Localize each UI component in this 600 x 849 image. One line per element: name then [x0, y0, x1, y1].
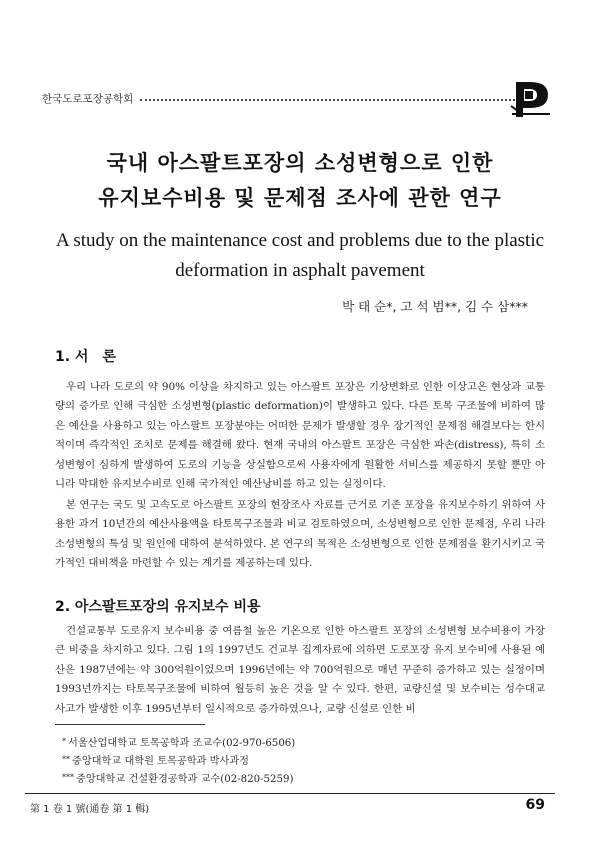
header-dotted-leader — [140, 99, 535, 101]
footnote-text: 서울산업대학교 토목공학과 조교수(02-970-6506) — [68, 738, 296, 749]
body-paragraph: 우리 나라 도로의 약 90% 이상을 차지하고 있는 아스팔트 포장은 기상변화로 인한 이상고온 현상과 교통량의 증가로 인해 극심한 소성변형(plastic deformation)이 발생하고 있다. 다른 토목 구조물에 비하여 많은 예산을 사용하고 있는 아스팔트 포장분야는 어떠한 문제가 발생할 경우 장기적인 문제점 해결보다는 한시적이며 즉각적인 조치로 문제를 해결해 왔다. 현재 국내의 아스팔트 포장은 극심한 파손(distress), 특히 소성변형이 심하게 발생하여 도로의 기능을 상실함으로써 사용자에게 원활한 서비스를 제공하지 못할 뿐만 아니라 막대한 유지보수비로 인해 국가적인 예산낭비를 하고 있는 실정이다. — [55, 381, 545, 491]
footnote-item — [62, 770, 295, 788]
title-korean-line-1: 국내 아스팔트포장의 소성변형으로 인한 — [106, 151, 494, 175]
footnote-text: 중앙대학교 건설환경공학과 교수(02-820-5259) — [76, 774, 294, 785]
footnote-divider — [55, 724, 205, 725]
title-korean-line-2: 유지보수비용 및 문제점 조사에 관한 연구 — [98, 186, 502, 210]
society-logo-icon — [510, 78, 552, 118]
section-heading-maintenance-cost: 2. 아스팔트포장의 유지보수 비용 — [55, 599, 261, 615]
footnote-text: 중앙대학교 대학원 토목공학과 박사과정 — [72, 756, 250, 767]
body-paragraph: 본 연구는 국도 및 고속도로 아스팔트 포장의 현장조사 자료를 근거로 기존 포장을 유지보수하기 위하여 사용한 과거 10년간의 예산사용액을 타토목구조물과 비교 검토하였으며, 소성변형으로 인한 문제점, 우리 나라 소성변형의 특성 및 원인에 대하여 분석하였다. 본 연구의 목적은 소성변형으로 인한 문제점을 환기시키고 국가적인 대비책을 마련할 수 있는 계기를 제공하는데 있다. — [55, 499, 545, 570]
footnote-item — [62, 734, 295, 752]
journal-issue: 第 1 卷 1 號(通卷 第 1 輯) — [30, 804, 150, 815]
footer-divider — [25, 793, 555, 794]
footnotes — [62, 734, 295, 788]
society-name: 한국도로포장공학회 — [42, 93, 134, 105]
footnote-mark: ** — [62, 755, 70, 764]
footnote-mark: *** — [62, 773, 74, 782]
footnote-item — [62, 752, 295, 770]
title-english — [30, 226, 570, 286]
body-paragraph: 건설교통부 도로유지 보수비용 중 여름철 높은 기온으로 인한 아스팔트 포장의 소성변형 보수비용이 가장 큰 비중을 차지하고 있다. 그림 1의 1997년도 건교부 집계자료에 의하면 도로포장 유지 보수비에 사용된 예산은 1987년에는 약 300억원이었으며 1996년에는 약 700억원으로 매년 꾸준히 증가하고 있는 실정이며 1993년까지는 타토목구조물에 비하여 월등히 높은 것을 알 수 있다. 한편, 교량신설 및 보수비는 성수대교 사고가 발생한 이후 1995년부터 일시적으로 증가하였으나, 교량 신설로 인한 비 — [55, 625, 545, 715]
running-header — [42, 91, 542, 111]
footnote-mark: * — [62, 737, 66, 746]
author-list: 박 태 순*, 고 석 범**, 김 수 삼*** — [342, 299, 528, 314]
title-english-line-1: A study on the maintenance cost and problems due to the plastic — [55, 230, 545, 251]
section-heading-introduction: 1. 서 론 — [55, 349, 116, 365]
page-number: 69 — [525, 797, 545, 813]
title-english-line-2: deformation in asphalt pavement — [175, 260, 425, 281]
